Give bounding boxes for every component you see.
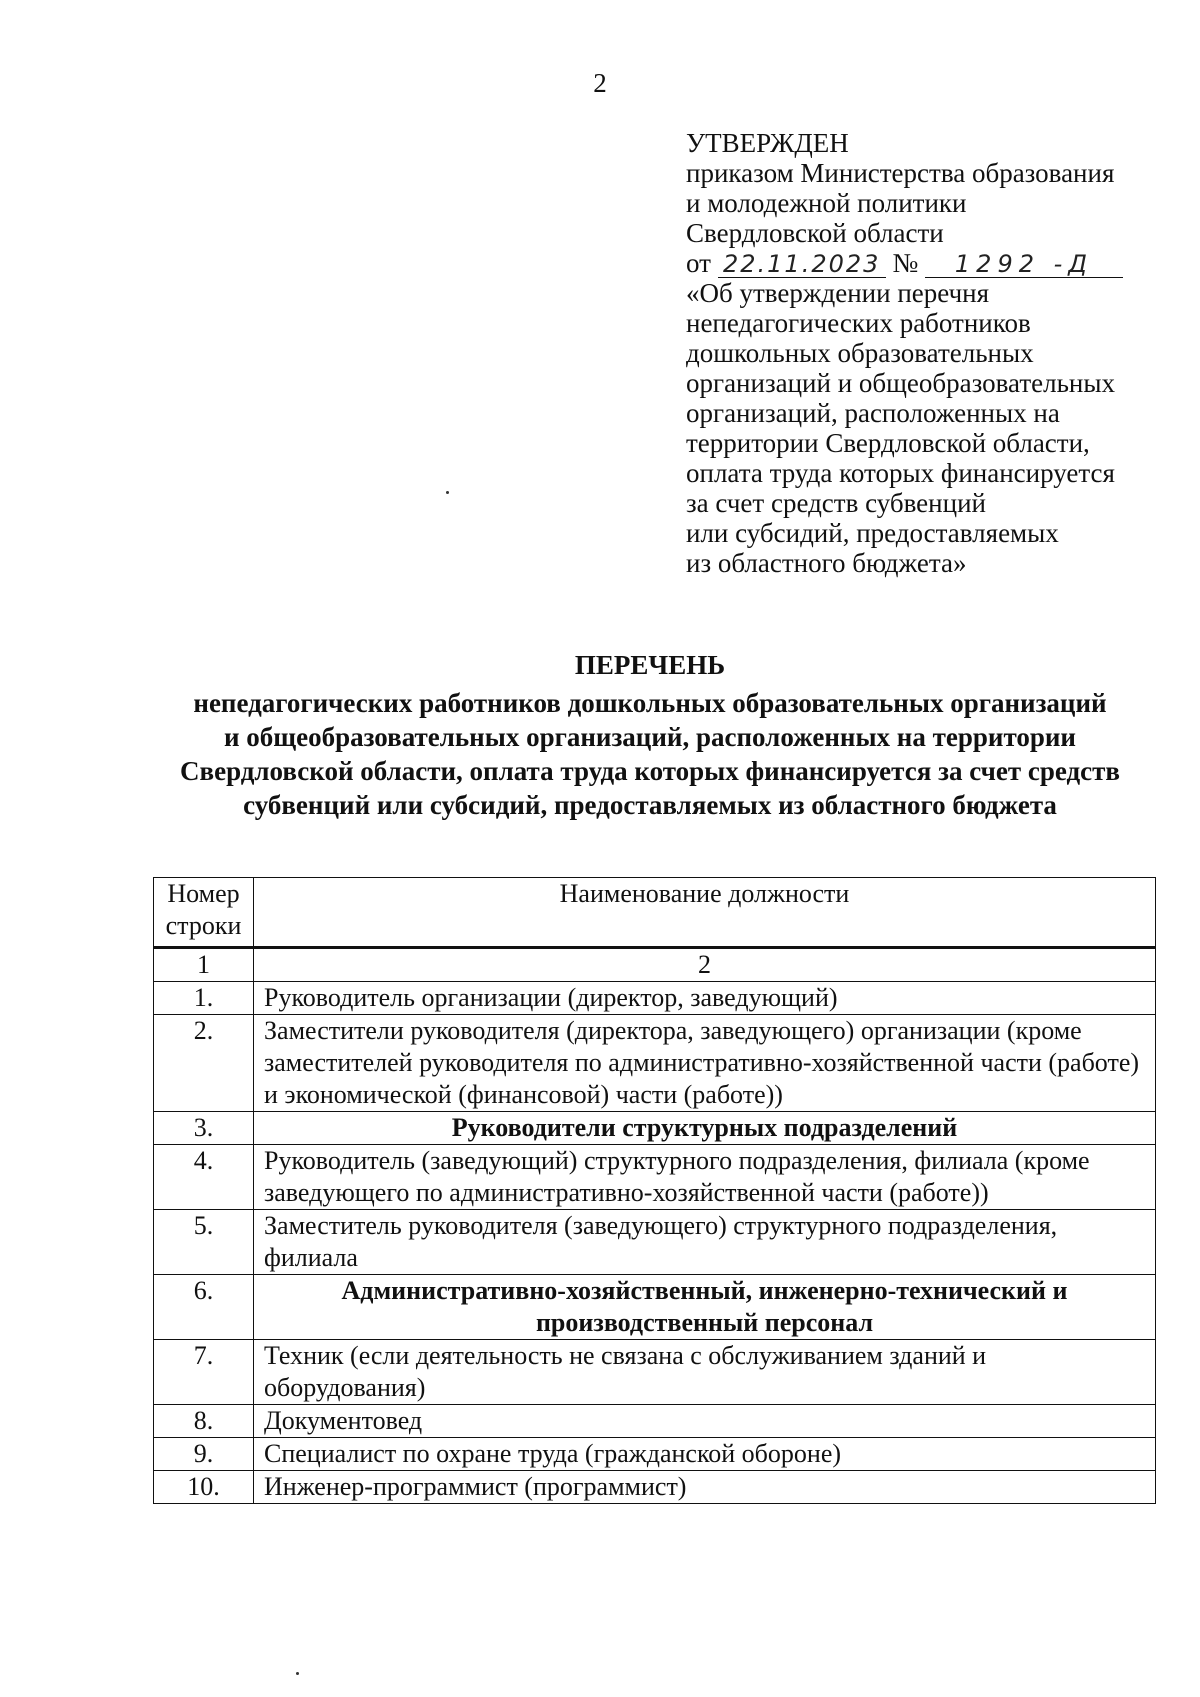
approval-title: УТВЕРЖДЕН — [686, 128, 849, 158]
document-title-line: субвенций или субсидий, предоставляемых из областного бюджета — [243, 790, 1057, 820]
approval-line: Свердловской области — [686, 218, 944, 248]
positions-table — [153, 877, 1156, 1504]
header-number-line: строки — [165, 911, 242, 940]
position-name-cell: Специалист по охране труда (гражданской обороне) — [254, 1438, 1156, 1471]
approval-subject-line: из областного бюджета» — [686, 548, 967, 578]
position-name-cell: Документовед — [254, 1405, 1156, 1438]
header-number-line: Номер — [167, 879, 240, 908]
position-name-cell: Техник (если деятельность не связана с обслуживанием зданий и оборудования) — [254, 1340, 1156, 1405]
row-number: 1. — [154, 982, 254, 1015]
approval-subject-line: или субсидий, предоставляемых — [686, 518, 1059, 548]
page-number: 2 — [593, 68, 607, 98]
document-title-line: Свердловской области, оплата труда которых финансируется за счет средств — [180, 756, 1120, 786]
header-row-number — [154, 878, 254, 948]
table-row — [154, 1471, 1156, 1504]
approval-line: приказом Министерства образования — [686, 158, 1115, 188]
section-heading-cell: Административно-хозяйственный, инженерно-технический и производственный персонал — [254, 1275, 1156, 1340]
table-header-row — [154, 878, 1156, 948]
row-number: 10. — [154, 1471, 254, 1504]
table-row — [154, 982, 1156, 1015]
approval-subject-line: организаций, расположенных на — [686, 398, 1060, 428]
position-name-cell: Заместитель руководителя (заведующего) структурного подразделения, филиала — [254, 1210, 1156, 1275]
approval-subject-line: непедагогических работников — [686, 308, 1031, 338]
approval-subject-line: оплата труда которых финансируется — [686, 458, 1115, 488]
table-row — [154, 1438, 1156, 1471]
column-number: 2 — [254, 948, 1156, 982]
approval-stamp-block — [686, 128, 1186, 578]
table-row — [154, 1275, 1156, 1340]
table-row — [154, 1112, 1156, 1145]
handwritten-order-number: 1292 -Д — [925, 251, 1123, 278]
row-number: 9. — [154, 1438, 254, 1471]
table-body — [154, 982, 1156, 1504]
section-heading-cell: Руководители структурных подразделений — [254, 1112, 1156, 1145]
approval-subject-line: дошкольных образовательных — [686, 338, 1034, 368]
approval-subject-line: территории Свердловской области, — [686, 428, 1090, 458]
row-number: 6. — [154, 1275, 254, 1340]
column-number-row — [154, 948, 1156, 982]
approval-subject-line: организаций и общеобразовательных — [686, 368, 1115, 398]
document-title-line: и общеобразовательных организаций, расположенных на территории — [224, 722, 1076, 752]
approval-subject-line: за счет средств субвенций — [686, 488, 986, 518]
table-row — [154, 1340, 1156, 1405]
row-number: 7. — [154, 1340, 254, 1405]
row-number: 8. — [154, 1405, 254, 1438]
table-row — [154, 1405, 1156, 1438]
document-title — [60, 648, 1200, 822]
row-number: 3. — [154, 1112, 254, 1145]
row-number: 4. — [154, 1145, 254, 1210]
table-row — [154, 1145, 1156, 1210]
scan-speck — [446, 491, 449, 494]
row-number: 2. — [154, 1015, 254, 1112]
approval-subject-line: «Об утверждении перечня — [686, 278, 990, 308]
approval-line: и молодежной политики — [686, 188, 967, 218]
scan-speck — [296, 1672, 299, 1675]
position-name-cell: Руководитель организации (директор, заведующий) — [254, 982, 1156, 1015]
position-name-cell: Руководитель (заведующий) структурного подразделения, филиала (кроме заведующего по административно-хозяйственной части (работе)) — [254, 1145, 1156, 1210]
document-title-line: непедагогических работников дошкольных образовательных организаций — [193, 688, 1107, 718]
date-prefix: от — [686, 248, 711, 278]
position-name-cell: Заместители руководителя (директора, заведующего) организации (кроме заместителей руководителя по административно-хозяйственной части (работе) и экономической (финансовой) части (работе)) — [254, 1015, 1156, 1112]
document-heading: ПЕРЕЧЕНЬ — [574, 650, 726, 680]
position-name-cell: Инженер-программист (программист) — [254, 1471, 1156, 1504]
handwritten-date: 22.11.2023 — [718, 251, 886, 278]
table-row — [154, 1210, 1156, 1275]
header-position-name: Наименование должности — [254, 878, 1156, 948]
column-number: 1 — [154, 948, 254, 982]
approval-date-number-line — [686, 248, 1186, 278]
row-number: 5. — [154, 1210, 254, 1275]
table-row — [154, 1015, 1156, 1112]
number-prefix: № — [892, 248, 919, 278]
